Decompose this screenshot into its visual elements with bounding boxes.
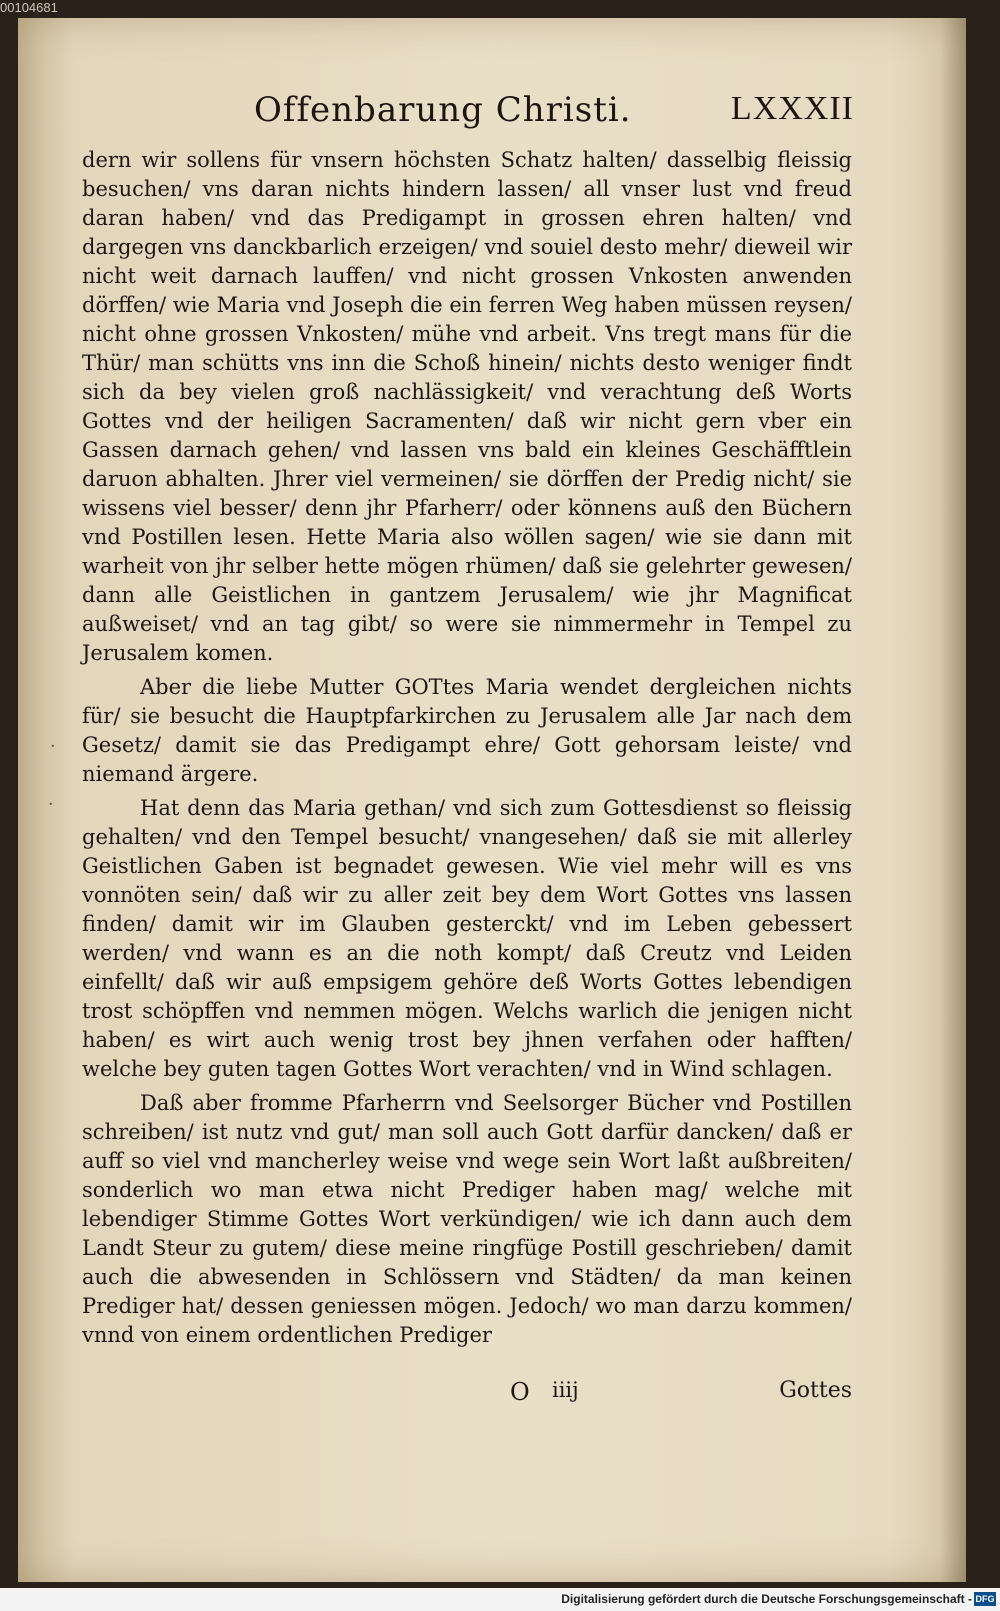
running-head — [254, 90, 854, 142]
margin-mark: · — [50, 736, 56, 757]
signature-numeral: iiij — [552, 1378, 579, 1402]
book-page — [18, 18, 966, 1582]
page-footer — [82, 1378, 852, 1414]
signature-mark: O — [510, 1378, 530, 1406]
credit-text: Digitalisierung gefördert durch die Deutsche Forschungsgemeinschaft - — [561, 1592, 972, 1606]
scan-id-label: 00104681 — [0, 0, 58, 15]
folio-number: LXXXII — [730, 90, 854, 127]
credit-bar — [0, 1588, 1000, 1611]
running-title: Offenbarung Christi. — [254, 90, 632, 130]
dfg-logo-icon: DFG — [975, 1594, 995, 1604]
margin-mark: · — [48, 794, 54, 815]
paragraph: Hat denn das Maria gethan/ vnd sich zum Gottesdienst so fleissig gehalten/ vnd den Tempel besucht/ vnangesehen/ daß sie mit allerley Geistlichen Gaben ist begnadet gewesen. Wie viel mehr will es vns vonnöten sein/ daß wir zu aller zeit bey dem Wort Gottes vns lassen finden/ damit wir im Glauben gesterckt/ vnd im Leben gebessert werden/ vnd wann es an die noth kompt/ daß Creutz vnd Leiden einfellt/ daß wir auß empsigem gehöre deß Worts Gottes lebendigen trost schöpffen vnd nemmen mögen. Welchs warlich die jenigen nicht haben/ es wirt auch wenig trost bey jhnen verfahen oder hafften/ welche bey guten tagen Gottes Wort verachten/ vnd in Wind schlagen. — [82, 796, 852, 1081]
text-block — [82, 146, 852, 1366]
paragraph: Aber die liebe Mutter GOTtes Maria wendet dergleichen nichts für/ sie besucht die Hauptpfarkirchen zu Jerusalem alle Jar nach dem Gesetz/ damit sie das Predigampt ehre/ Gott gehorsam leiste/ vnd niemand ärgere. — [82, 675, 852, 786]
catchword: Gottes — [779, 1378, 852, 1403]
paragraph: Daß aber fromme Pfarherrn vnd Seelsorger Bücher vnd Postillen schreiben/ ist nutz vnd gut/ man soll auch Gott darfür dancken/ daß er auff so viel vnd mancherley weise vnd wege sein Wort laßt außbreiten/ sonderlich wo man etwa nicht Prediger haben mag/ welche mit lebendiger Stimme Gottes Wort verkündigen/ wie ich dann auch dem Landt Steur zu gutem/ diese meine ringfüge Postill geschrieben/ damit auch die abwesenden in Schlössern vnd Städten/ da man keinen Prediger hat/ dessen geniessen mögen. Jedoch/ wo man darzu kommen/ vnnd von einem ordentlichen Prediger — [82, 1091, 852, 1347]
paragraph: dern wir sollens für vnsern höchsten Schatz halten/ dasselbig fleissig besuchen/ vns daran nichts hindern lassen/ all vnser lust vnd freud daran haben/ vnd das Predigampt in grossen ehren halten/ vnd dargegen vns danckbarlich erzeigen/ vnd souiel desto mehr/ dieweil wir nicht weit darnach lauffen/ vnd nicht grossen Vnkosten anwenden dörffen/ wie Maria vnd Joseph die ein ferren Weg haben müssen reysen/ nicht ohne grossen Vnkosten/ mühe vnd arbeit. Vns tregt mans für die Thür/ man schütts vns inn die Schoß hinein/ nichts desto weniger findt sich da bey vielen groß nachlässigkeit/ vnd verachtung deß Worts Gottes vnd der heiligen Sacramenten/ daß wir nicht gern vber ein Gassen darnach gehen/ vnd lassen vns bald ein kleines Geschäfftlein daruon abhalten. Jhrer viel vermeinen/ sie dörffen der Predig nicht/ sie wissens viel besser/ denn jhr Pfarherr/ oder könnens auß den Büchern vnd Postillen lesen. Hette Maria also wöllen sagen/ wie sie dann mit warheit von jhr selber hette mögen rhümen/ daß sie gelehrter gewesen/ dann alle Geistlichen in gantzem Jerusalem/ wie jhr Magnificat außweiset/ vnd an tag gibt/ so were sie nimmermehr in Tempel zu Jerusalem komen. — [82, 148, 852, 665]
